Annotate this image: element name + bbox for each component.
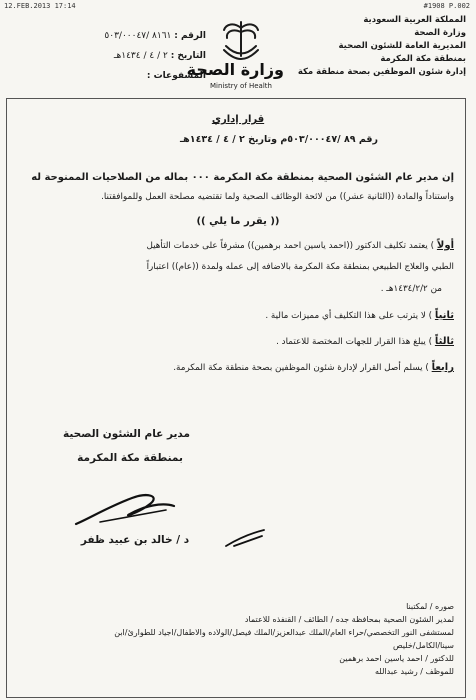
preamble-line-1: إن مدير عام الشئون الصحية بمنطقة مكة المكرمة ٠٠٠ بماله من الصلاحيات الممنوحة له xyxy=(31,172,454,183)
item-label: ثالثاً xyxy=(434,336,454,347)
item-text: يعتمد تكليف الدكتور ((احمد ياسين احمد برهمين)) مشرفاً على خدمات التأهيل xyxy=(146,241,428,251)
item-label: أولاً xyxy=(436,240,454,251)
document-title: قرار إداري xyxy=(211,114,265,125)
ref-number-label: الرقم : xyxy=(174,31,206,41)
copies-line: لمستشفى النور التخصصي/حراء العام/الملك عبدالعزيز/الملك فيصل/الولاده والاطفال/اجياد للطوارئ/ابن xyxy=(114,628,454,637)
fax-header-right: #1908 P.002 xyxy=(423,2,470,10)
signatory-title-line: مدير عام الشئون الصحية xyxy=(63,428,190,440)
item-fourth: رابعاً ) يسلم أصل القرار لإدارة شئون الموظفين بصحة منطقة مكة المكرمة. xyxy=(173,362,454,373)
signatory-title xyxy=(63,428,190,464)
item-text: لا يترتب على هذا التكليف أي مميزات مالية . xyxy=(265,311,426,321)
ref-number-value: ٨١٦١ /٥٠٣/٠٠٠٤٧ xyxy=(104,31,172,41)
item-text: يبلغ هذا القرار للجهات المختصة للاعتماد . xyxy=(276,337,426,347)
preamble-line-2: واستناداً والمادة ((الثانية عشر)) من لائحة الوظائف الصحية ولما تقتضيه مصلحة العمل وللموافقتنا. xyxy=(101,192,454,202)
ref-attachments-label: المشفوعات : xyxy=(146,71,206,81)
reference-block xyxy=(6,26,206,86)
decision-heading: (( يقرر ما يلي )) xyxy=(196,216,280,227)
item-third: ثالثاً ) يبلغ هذا القرار للجهات المختصة للاعتماد . xyxy=(276,336,454,347)
ministry-header-line: بمنطقة مكة المكرمة xyxy=(380,54,466,64)
ref-date-row xyxy=(6,46,206,66)
signatory-name: د / خالد بن عبيد ظفر xyxy=(80,534,190,546)
ref-date-value: ٢ / ٤ / ١٤٣٤هـ xyxy=(113,51,168,61)
ref-number-row xyxy=(6,26,206,46)
ref-attachments-row xyxy=(6,66,206,86)
ministry-header-line: إدارة شئون الموظفين بصحة منطقة مكة xyxy=(297,67,466,77)
item-first: أولاً ) يعتمد تكليف الدكتور ((احمد ياسين احمد برهمين)) مشرفاً على خدمات التأهيل xyxy=(146,240,454,251)
decision-reference-line: رقم ٨٩ /٥٠٣/٠٠٠٤٧م وتاريخ ٢ / ٤ / ١٤٣٤هـ xyxy=(179,134,378,145)
logo-name-english: Ministry of Health xyxy=(210,82,272,90)
copies-line: للموظف / رشيد عبدالله xyxy=(375,667,454,676)
fax-header-left: 12.FEB.2013 17:14 xyxy=(4,2,76,10)
item-label: رابعاً xyxy=(431,362,454,373)
logo-name-arabic: وزارة الصحة xyxy=(186,60,284,79)
copies-line: سينا/الكامل/خليص xyxy=(392,641,454,650)
signatory-title-line: بمنطقة مكة المكرمة xyxy=(77,452,183,464)
copies-block xyxy=(114,600,454,678)
ref-date-label: التاريخ : xyxy=(170,51,206,61)
copies-line: للدكتور / احمد ياسين احمد برهمين xyxy=(339,654,454,663)
ministry-header xyxy=(298,14,466,79)
copies-heading: صوره / لمكتبنا xyxy=(406,602,454,611)
ministry-header-line: وزارة الصحة xyxy=(414,28,466,38)
initials-mark-icon xyxy=(222,528,268,550)
item-first-line-2: الطبي والعلاج الطبيعي بمنطقة مكة المكرمة بالاضافه إلى عمله ولمدة ((عام)) اعتباراً xyxy=(146,262,454,272)
handwritten-signature-icon xyxy=(70,488,180,532)
copies-line: لمدير الشئون الصحية بمحافظة جده / الطائف / القنفذه للاعتماد xyxy=(244,615,454,624)
item-text: يسلم أصل القرار لإدارة شئون الموظفين بصحة منطقة مكة المكرمة. xyxy=(173,363,423,373)
item-second: ثانياً ) لا يترتب على هذا التكليف أي مميزات مالية . xyxy=(265,310,454,321)
ministry-header-line: المملكة العربية السعودية xyxy=(363,15,466,25)
item-first-line-3: من ١٤٣٤/٢/٢هـ . xyxy=(380,284,442,294)
ministry-header-line: المديرية العامة للشئون الصحية xyxy=(338,41,466,51)
item-label: ثانياً xyxy=(434,310,454,321)
